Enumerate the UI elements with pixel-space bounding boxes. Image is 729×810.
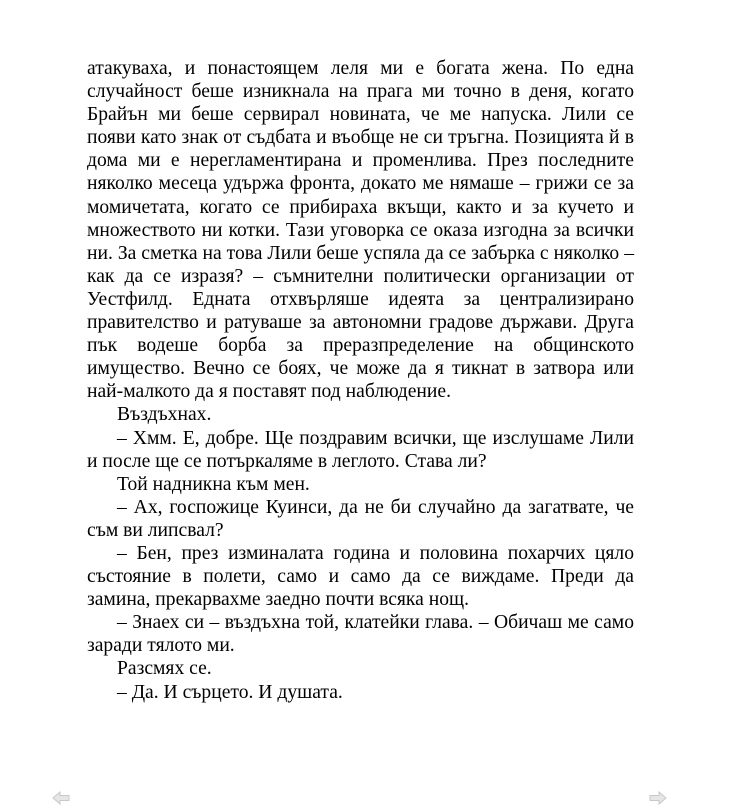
paragraph-6: – Бен, през изминалата година и половина похарчих цяло състояние в полети, само и само да се виждаме. Преди да замина, прекарвахме заедно почти всяка нощ. <box>87 542 634 611</box>
arrow-left-icon <box>52 791 70 805</box>
paragraph-8: Разсмях се. <box>117 658 212 680</box>
paragraph-2: Въздъхнах. <box>117 404 212 426</box>
document-page <box>87 57 634 704</box>
arrow-right-icon <box>649 791 667 805</box>
paragraph-3: – Хмм. Е, добре. Ще поздравим всички, ще изслушаме Лили и после ще се потъркаляме в леглото. Става ли? <box>87 427 634 472</box>
paragraph-9: – Да. И сърцето. И душата. <box>117 681 343 703</box>
paragraph-7: – Знаех си – въздъхна той, клатейки глава. – Обичаш ме само заради тялото ми. <box>87 612 634 657</box>
paragraph-5: – Ах, госпожице Куинси, да не би случайно да загатвате, че съм ви липсвал? <box>87 496 634 541</box>
prev-page-button[interactable] <box>52 791 70 805</box>
paragraph-1: атакуваха, и понастоящем леля ми е богата жена. По една случайност беше изникнала на прага ми точно в деня, когато Брайън ми беше сервирал новината, че ме напуска. Лили се появи като знак от съдбата и въобще не си тръгна. Позицията й в дома ми е нерегламентирана и променлива. През последните няколко месеца удържа фронта, докато ме нямаше – грижи се за момичетата, когато се прибираха вкъщи, както и за кучето и множеството ни котки. Тази уговорка се оказа изгодна за всички ни. За сметка на това Лили беше успяла да се забърка с няколко – как да се изразя? – съмнителни политически организации от Уестфилд. Едната отхвърляше идеята за централизирано правителство и ратуваше за автономни градове държави. Друга пък водеше борба за преразпределение на общинското имущество. Вечно се боях, че може да я тикнат в затвора или най-малкото да я поставят под наблюдение. <box>87 58 634 403</box>
next-page-button[interactable] <box>649 791 667 805</box>
paragraph-4: Той надникна към мен. <box>117 473 310 495</box>
